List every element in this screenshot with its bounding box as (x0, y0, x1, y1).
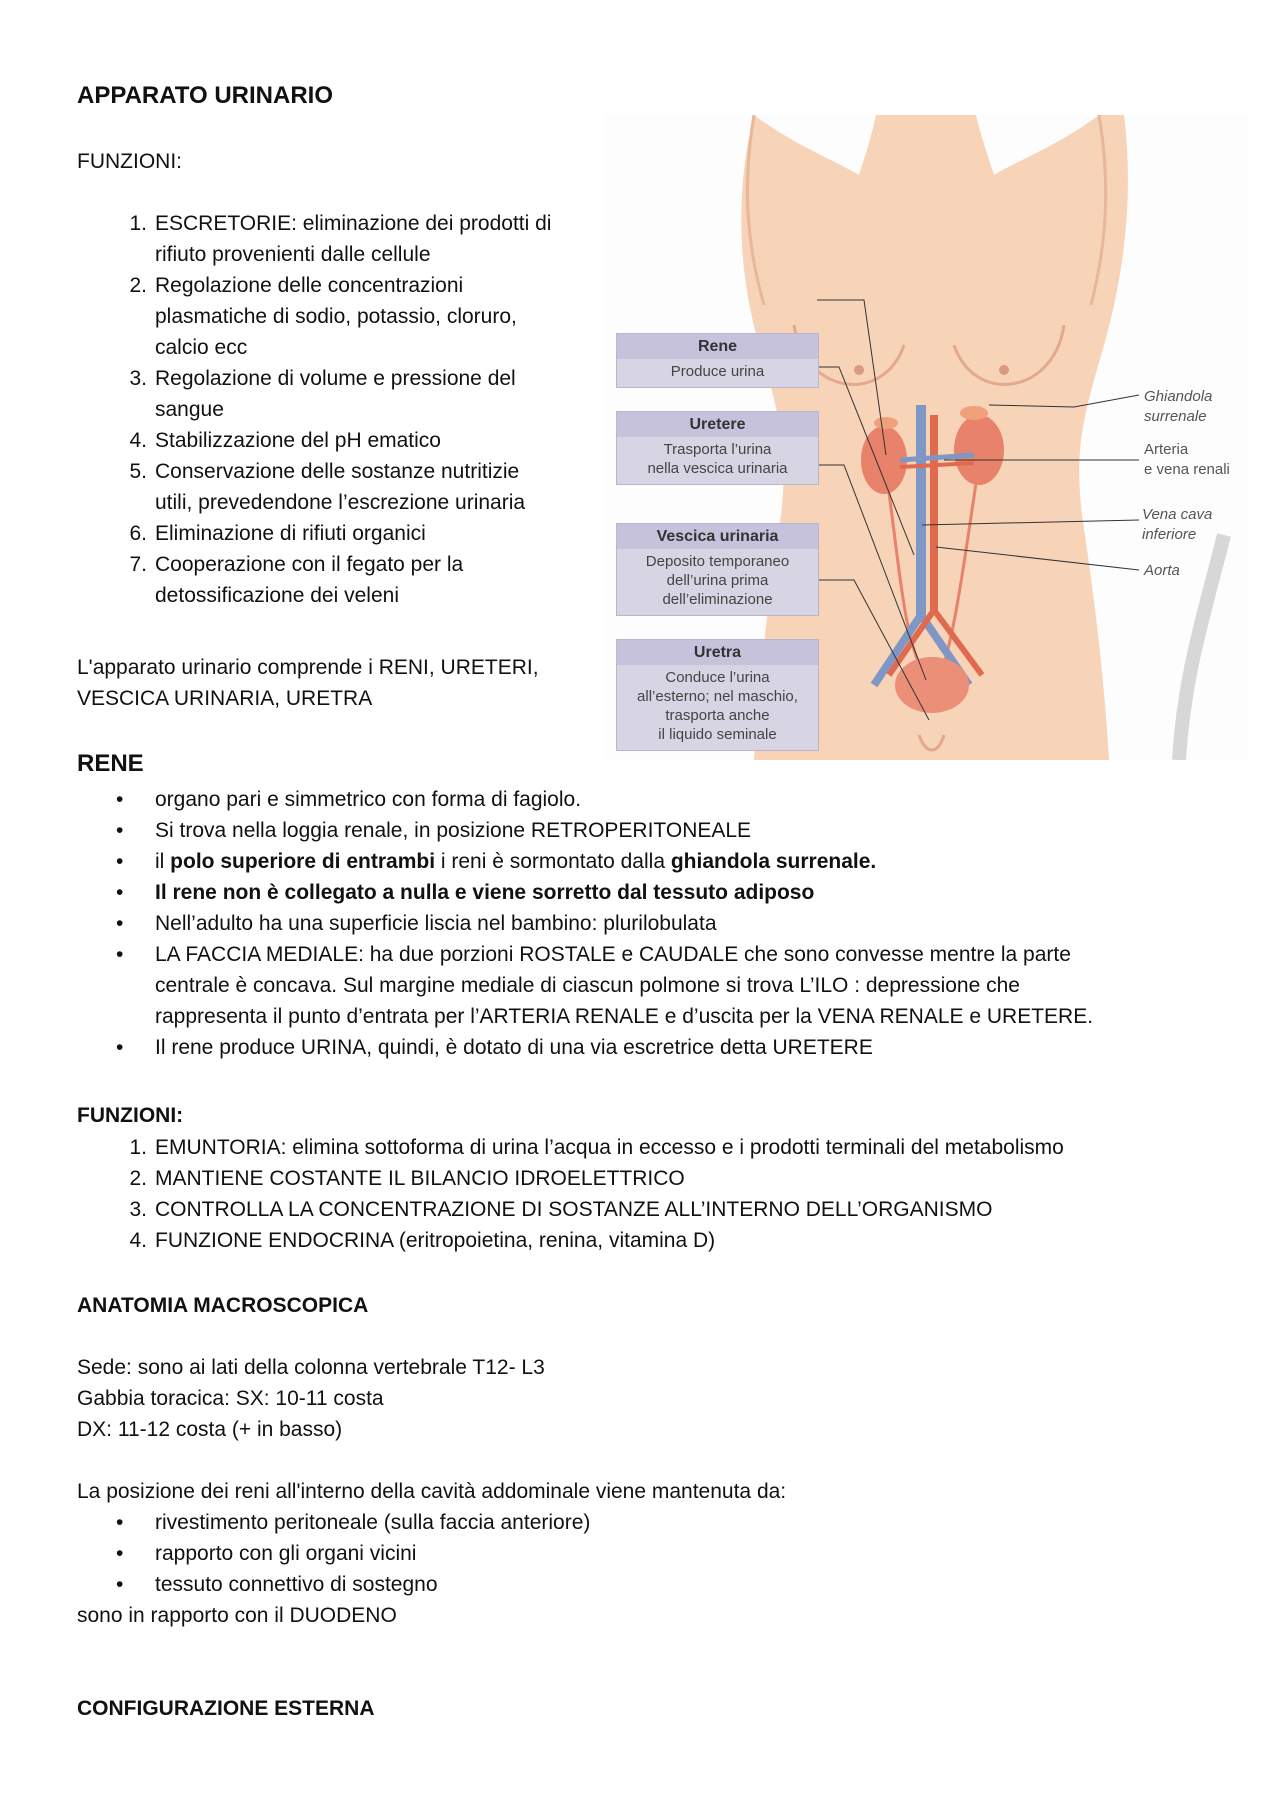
funzioni-item-text: ESCRETORIE: eliminazione dei prodotti di (155, 212, 552, 235)
page-title: APPARATO URINARIO (77, 82, 334, 109)
label-box-uretra (616, 639, 819, 751)
anatomia-bullet-text: tessuto connettivo di sostegno (155, 1573, 438, 1596)
label-arteria-2: e vena renali (1144, 461, 1230, 478)
funzioni-item-number: 6. (129, 522, 147, 545)
funzioni-item-text: calcio ecc (155, 336, 248, 359)
rene-bullet-text (155, 846, 876, 877)
funzioni-item-number: 4. (129, 429, 147, 452)
funzioni-item-text: Regolazione delle concentrazioni (155, 274, 464, 297)
funzioni-label: FUNZIONI: (77, 150, 182, 173)
funzioni-item-text: rifiuto provenienti dalle cellule (155, 243, 431, 266)
label-uretere-body-1: Trasporta l’urina (663, 441, 772, 458)
funzioni-item-text: Cooperazione con il fegato per la (155, 553, 464, 576)
anatomia-heading: ANATOMIA MACROSCOPICA (77, 1294, 369, 1317)
rene-bullet-segment: Nell’adulto ha una superficie liscia nel bambino: plurilobulata (155, 912, 717, 935)
aorta-shape (930, 415, 938, 615)
funzioni-item-text: Eliminazione di rifiuti organici (155, 522, 426, 545)
label-vescica-body-1: Deposito temporaneo (645, 553, 790, 570)
label-uretra-body-3: trasporta anche (665, 707, 770, 724)
funzioni-item-text: Regolazione di volume e pressione del (155, 367, 516, 390)
bullet-icon: • (116, 850, 124, 873)
anatomia-duodeno: sono in rapporto con il DUODENO (77, 1604, 397, 1627)
rene-bullet-segment: il (155, 850, 171, 873)
bullet-icon: • (116, 1511, 124, 1534)
rene-bullet-segment: polo superiore di entrambi (170, 850, 436, 873)
funzioni-item-number: 1. (129, 212, 147, 235)
rene-bullet-text (155, 877, 814, 908)
configurazione-heading: CONFIGURAZIONE ESTERNA (77, 1697, 375, 1720)
funzioni-item-text: detossificazione dei veleni (155, 584, 399, 607)
label-box-rene (616, 333, 819, 388)
label-uretra-head: Uretra (617, 640, 818, 665)
funzioni2-label: FUNZIONI: (77, 1104, 184, 1127)
bladder-shape (895, 657, 969, 713)
funzioni-item-number: 7. (129, 553, 147, 576)
rene-bullet-segment: Si trova nella loggia renale, in posizione RETROPERITONEALE (155, 819, 752, 842)
label-arteria (1144, 440, 1230, 480)
rene-heading: RENE (77, 750, 144, 777)
funzioni-item-number: 3. (129, 367, 147, 390)
label-rene-body: Produce urina (670, 363, 765, 380)
rene-bullet-text (155, 939, 1071, 970)
label-vena-cava-1: Vena cava (1142, 506, 1213, 523)
funzioni2-item-text: EMUNTORIA: elimina sottoforma di urina l’acqua in eccesso e i prodotti terminali del metabolismo (155, 1136, 1064, 1159)
label-uretere-body-2: nella vescica urinaria (647, 460, 788, 477)
anatomia-posizione: La posizione dei reni all'interno della cavità addominale viene mantenuta da: (77, 1480, 787, 1503)
vena-cava-shape (916, 405, 926, 620)
funzioni-item-text: utili, prevedendone l’escrezione urinaria (155, 491, 526, 514)
rene-bullet-segment: LA FACCIA MEDIALE: ha due porzioni ROSTALE e CAUDALE che sono convesse mentre la parte (155, 943, 1071, 966)
bullet-icon: • (116, 943, 124, 966)
label-ghiandola-1: Ghiandola (1144, 388, 1213, 405)
funzioni-item-text: sangue (155, 398, 224, 421)
label-rene-head: Rene (617, 334, 818, 359)
label-uretra-body-1: Conduce l’urina (665, 669, 770, 686)
rene-bullet-text (155, 784, 581, 815)
bullet-icon: • (116, 1542, 124, 1565)
anatomia-bullet-text: rivestimento peritoneale (sulla faccia anteriore) (155, 1511, 591, 1534)
urinary-system-figure (604, 115, 1248, 760)
anatomia-dx: DX: 11-12 costa (+ in basso) (77, 1418, 343, 1441)
funzioni-item-text: Stabilizzazione del pH ematico (155, 429, 441, 452)
rene-bullet-segment: ghiandola surrenale. (670, 850, 877, 873)
label-vescica-body-3: dell’eliminazione (662, 591, 773, 608)
rene-bullet-segment: Il rene non è collegato a nulla e viene sorretto dal tessuto adiposo (155, 881, 815, 904)
bullet-icon: • (116, 881, 124, 904)
label-vescica-body-2: dell’urina prima (666, 572, 769, 589)
rene-bullet-text (155, 908, 717, 939)
label-arteria-1: Arteria (1144, 441, 1189, 458)
funzioni2-item-text: MANTIENE COSTANTE IL BILANCIO IDROELETTRICO (155, 1167, 685, 1190)
funzioni-item-text: Conservazione delle sostanze nutritizie (155, 460, 520, 483)
rene-bullet-text (155, 1032, 873, 1063)
bullet-icon: • (116, 912, 124, 935)
funzioni2-item-number: 3. (129, 1198, 147, 1221)
rene-bullet-segment: organo pari e simmetrico con forma di fagiolo. (155, 788, 582, 811)
funzioni2-item-text: CONTROLLA LA CONCENTRAZIONE DI SOSTANZE ALL’INTERNO DELL’ORGANISMO (155, 1198, 993, 1221)
label-vena-cava (1142, 505, 1212, 545)
bullet-icon: • (116, 1036, 124, 1059)
anatomia-sede: Sede: sono ai lati della colonna vertebrale T12- L3 (77, 1356, 545, 1379)
funzioni-item-number: 2. (129, 274, 147, 297)
label-box-vescica (616, 523, 819, 616)
anatomia-gabbia: Gabbia toracica: SX: 10-11 costa (77, 1387, 384, 1410)
funzioni2-item-text: FUNZIONE ENDOCRINA (eritropoietina, renina, vitamina D) (155, 1229, 716, 1252)
label-ghiandola-2: surrenale (1144, 408, 1207, 425)
funzioni-item-number: 5. (129, 460, 147, 483)
label-ghiandola (1144, 387, 1212, 427)
funzioni2-item-number: 1. (129, 1136, 147, 1159)
kidney-right-shape (954, 415, 1004, 485)
rene-bullet-continuation: rappresenta il punto d’entrata per l’ARTERIA RENALE e d’uscita per la VENA RENALE e URETERE. (155, 1005, 1094, 1028)
bullet-icon: • (116, 788, 124, 811)
comprende-line-2: VESCICA URINARIA, URETRA (77, 687, 373, 710)
funzioni2-item-number: 2. (129, 1167, 147, 1190)
rene-bullet-segment: Il rene produce URINA, quindi, è dotato di una via escretrice detta URETERE (155, 1036, 873, 1059)
label-vescica-head: Vescica urinaria (617, 524, 818, 549)
label-box-uretere (616, 411, 819, 485)
bullet-icon: • (116, 819, 124, 842)
bullet-icon: • (116, 1573, 124, 1596)
label-uretere-head: Uretere (617, 412, 818, 437)
label-vena-cava-2: inferiore (1142, 526, 1197, 543)
label-aorta: Aorta (1144, 562, 1180, 579)
rene-bullet-segment: i reni è sormontato dalla (435, 850, 671, 873)
anatomia-bullet-text: rapporto con gli organi vicini (155, 1542, 417, 1565)
label-uretra-body-2: all’esterno; nel maschio, (637, 688, 798, 705)
rene-bullet-text (155, 815, 751, 846)
comprende-line-1: L'apparato urinario comprende i RENI, URETERI, (77, 656, 539, 679)
label-uretra-body-4: il liquido seminale (658, 726, 777, 743)
funzioni-item-text: plasmatiche di sodio, potassio, cloruro, (155, 305, 517, 328)
funzioni2-item-number: 4. (129, 1229, 147, 1252)
rene-bullet-continuation: centrale è concava. Sul margine mediale di ciascun polmone si trova L’ILO : depressione che (155, 974, 1020, 997)
